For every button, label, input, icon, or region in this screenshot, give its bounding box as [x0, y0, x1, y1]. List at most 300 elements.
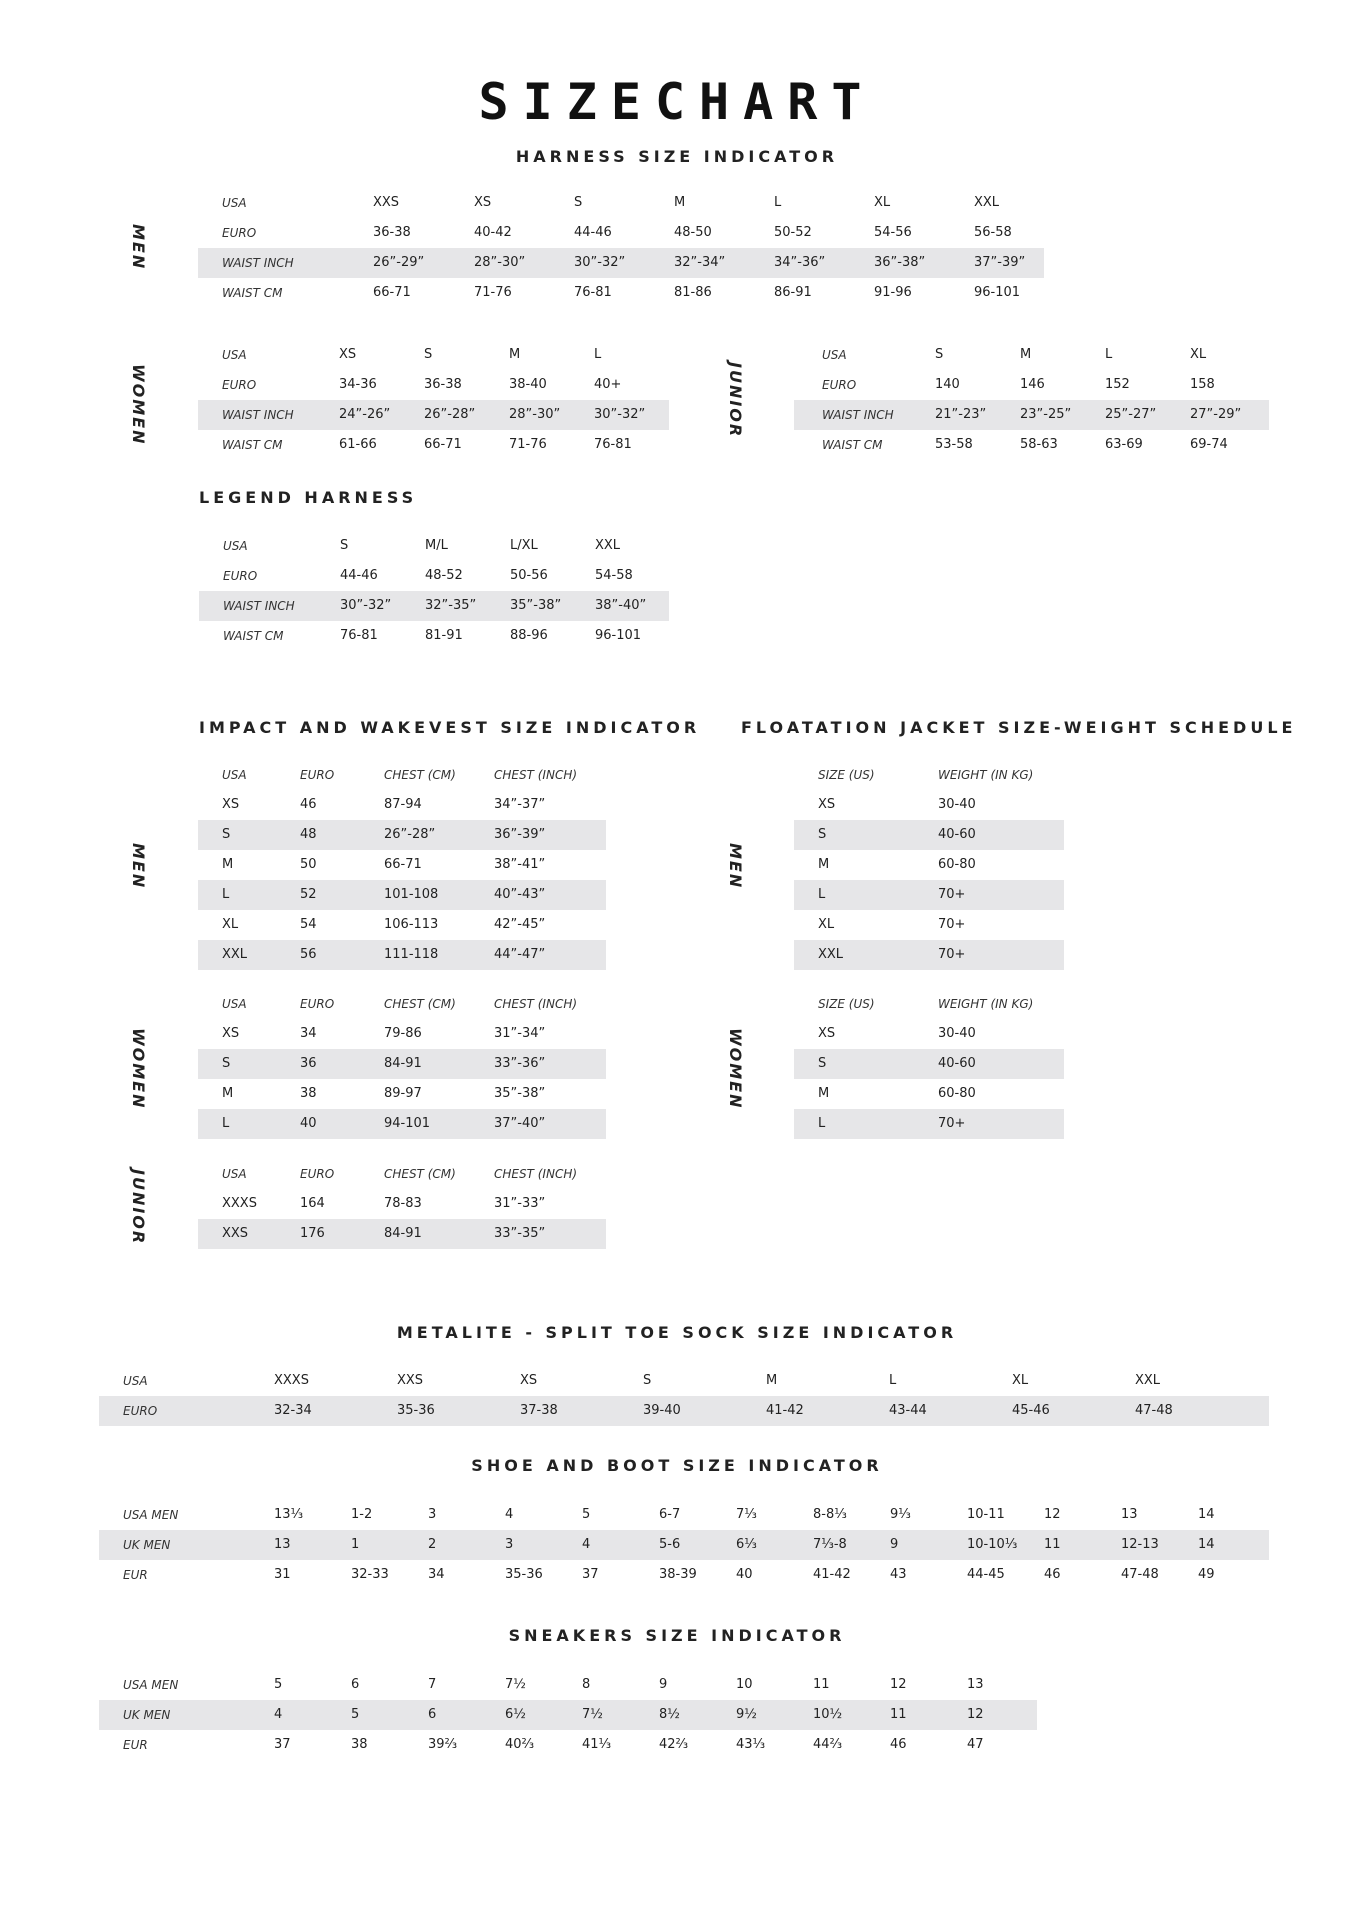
row-label: USA: [223, 539, 248, 553]
table-cell: XS: [818, 797, 836, 812]
table-cell: 33”-35”: [494, 1226, 546, 1241]
table-cell: 56: [300, 947, 317, 962]
table-cell: 176: [300, 1226, 325, 1241]
table-cell: S: [424, 347, 433, 362]
table-cell: SIZE (US): [818, 768, 875, 782]
impact-junior-table: [198, 1159, 606, 1249]
table-cell: 4: [274, 1707, 283, 1722]
table-cell: 30”-32”: [574, 255, 626, 270]
row-label: EURO: [822, 378, 857, 392]
table-row: [99, 1530, 1269, 1560]
table-cell: 35”-38”: [494, 1086, 546, 1101]
table-cell: XL: [1012, 1373, 1029, 1388]
table-cell: 30-40: [938, 1026, 976, 1041]
table-cell: 12-13: [1121, 1537, 1159, 1552]
table-cell: 25”-27”: [1105, 407, 1157, 422]
table-cell: 84-91: [384, 1226, 422, 1241]
table-cell: 34: [300, 1026, 317, 1041]
table-cell: 46: [890, 1737, 907, 1752]
table-cell: 53-58: [935, 437, 973, 452]
table-cell: 26”-29”: [373, 255, 425, 270]
table-cell: 7⅓: [736, 1507, 757, 1522]
table-cell: 58-63: [1020, 437, 1058, 452]
table-cell: 14: [1198, 1537, 1215, 1552]
table-row: [198, 850, 606, 880]
table-cell: 47-48: [1135, 1403, 1173, 1418]
row-label: USA: [222, 348, 247, 362]
table-cell: XS: [818, 1026, 836, 1041]
table-cell: 60-80: [938, 1086, 976, 1101]
table-cell: L: [889, 1373, 897, 1388]
table-cell: 38”-41”: [494, 857, 546, 872]
table-cell: 47: [967, 1737, 984, 1752]
table-cell: 5: [351, 1707, 360, 1722]
table-row: [794, 370, 1269, 400]
harness-men-side-label: MEN: [129, 224, 148, 271]
table-row: [99, 1560, 1269, 1590]
table-cell: 54-56: [874, 225, 912, 240]
table-cell: 164: [300, 1196, 325, 1211]
table-cell: XS: [222, 797, 240, 812]
harness-junior-table: [794, 340, 1269, 460]
harness-women-table: [198, 340, 669, 460]
table-cell: 27”-29”: [1190, 407, 1242, 422]
table-row: [99, 1396, 1269, 1426]
table-row: [99, 1700, 1037, 1730]
table-cell: 50: [300, 857, 317, 872]
table-cell: 12: [1044, 1507, 1061, 1522]
table-cell: 9: [659, 1677, 668, 1692]
table-cell: XL: [222, 917, 239, 932]
table-cell: 32-33: [351, 1567, 389, 1582]
row-label: EURO: [223, 569, 258, 583]
table-cell: 42”-45”: [494, 917, 546, 932]
table-cell: 41-42: [813, 1567, 851, 1582]
table-row: [99, 1730, 1037, 1760]
table-cell: 10½: [813, 1707, 843, 1722]
table-cell: 40: [300, 1116, 317, 1131]
table-cell: 36: [300, 1056, 317, 1071]
impact-women-side-label: WOMEN: [129, 1028, 148, 1110]
harness-heading: HARNESS SIZE INDICATOR: [515, 147, 839, 166]
floatation-men-side-label: MEN: [726, 843, 745, 890]
table-cell: 6½: [505, 1707, 526, 1722]
table-cell: S: [340, 538, 349, 553]
table-cell: 14: [1198, 1507, 1215, 1522]
row-label: WAIST INCH: [222, 408, 294, 422]
floatation-women-side-label: WOMEN: [726, 1028, 745, 1110]
table-cell: XXL: [974, 195, 1000, 210]
table-cell: 24”-26”: [339, 407, 391, 422]
row-label: EURO: [222, 378, 257, 392]
table-cell: WEIGHT (IN KG): [938, 997, 1034, 1011]
table-cell: 28”-30”: [474, 255, 526, 270]
harness-men-table: [198, 188, 1044, 308]
table-row: [198, 1049, 606, 1079]
table-cell: CHEST (CM): [384, 768, 456, 782]
table-cell: 48-50: [674, 225, 712, 240]
table-row: [199, 531, 669, 561]
table-row: [198, 910, 606, 940]
table-cell: 13: [274, 1537, 291, 1552]
table-cell: XXXS: [274, 1373, 309, 1388]
table-cell: CHEST (CM): [384, 997, 456, 1011]
row-label: WAIST INCH: [223, 599, 295, 613]
table-cell: 37”-40”: [494, 1116, 546, 1131]
table-cell: 69-74: [1190, 437, 1228, 452]
table-cell: 146: [1020, 377, 1045, 392]
row-label: WAIST CM: [223, 629, 284, 643]
table-cell: XXS: [373, 195, 400, 210]
table-cell: 79-86: [384, 1026, 422, 1041]
table-cell: 40⅔: [505, 1737, 535, 1752]
table-cell: 43-44: [889, 1403, 927, 1418]
table-cell: 1-2: [351, 1507, 373, 1522]
page-title: SIZECHART: [478, 73, 876, 131]
table-cell: 44”-47”: [494, 947, 546, 962]
table-cell: 76-81: [574, 285, 612, 300]
table-cell: L: [1105, 347, 1113, 362]
table-cell: 50-52: [774, 225, 812, 240]
table-cell: L: [222, 887, 230, 902]
table-cell: M: [818, 1086, 830, 1101]
table-cell: 5: [582, 1507, 591, 1522]
table-row: [794, 1109, 1064, 1139]
row-label: WAIST CM: [222, 438, 283, 452]
table-cell: XS: [339, 347, 357, 362]
table-row: [794, 790, 1064, 820]
table-cell: 35-36: [397, 1403, 435, 1418]
table-cell: 39-40: [643, 1403, 681, 1418]
table-cell: 56-58: [974, 225, 1012, 240]
table-row: [794, 940, 1064, 970]
table-cell: 6: [428, 1707, 437, 1722]
table-cell: 35-36: [505, 1567, 543, 1582]
table-cell: 9: [890, 1537, 899, 1552]
table-row: [198, 188, 1044, 218]
table-header-row: [794, 760, 1064, 790]
table-cell: M: [509, 347, 521, 362]
table-cell: 40+: [594, 377, 622, 392]
impact-men-side-label: MEN: [129, 843, 148, 890]
sneakers-table: [99, 1670, 1037, 1760]
table-cell: 66-71: [424, 437, 462, 452]
table-cell: 3: [428, 1507, 437, 1522]
table-cell: 21”-23”: [935, 407, 987, 422]
table-cell: S: [818, 827, 827, 842]
table-cell: 9⅓: [890, 1507, 911, 1522]
table-row: [198, 1019, 606, 1049]
row-label: UK MEN: [123, 1708, 171, 1722]
row-label: EUR: [123, 1568, 148, 1582]
impact-men-table: [198, 760, 606, 970]
row-label: USA MEN: [123, 1508, 179, 1522]
table-row: [198, 1109, 606, 1139]
table-cell: 36”-38”: [874, 255, 926, 270]
table-row: [794, 430, 1269, 460]
table-cell: M: [766, 1373, 778, 1388]
table-cell: 88-96: [510, 628, 548, 643]
table-cell: CHEST (INCH): [494, 997, 578, 1011]
row-label: USA: [222, 196, 247, 210]
table-cell: XS: [222, 1026, 240, 1041]
table-cell: 94-101: [384, 1116, 431, 1131]
table-cell: 12: [890, 1677, 907, 1692]
table-cell: WEIGHT (IN KG): [938, 768, 1034, 782]
table-cell: EURO: [300, 1167, 335, 1181]
table-cell: SIZE (US): [818, 997, 875, 1011]
table-header-row: [794, 989, 1064, 1019]
table-row: [198, 370, 669, 400]
table-cell: S: [643, 1373, 652, 1388]
table-cell: XXL: [1135, 1373, 1161, 1388]
table-cell: 26”-28”: [384, 827, 436, 842]
table-cell: CHEST (INCH): [494, 768, 578, 782]
table-cell: 8-8⅓: [813, 1507, 847, 1522]
table-cell: 43⅓: [736, 1737, 766, 1752]
table-cell: 87-94: [384, 797, 422, 812]
table-cell: USA: [222, 768, 247, 782]
table-cell: 11: [890, 1707, 907, 1722]
table-cell: 89-97: [384, 1086, 422, 1101]
table-cell: 34: [428, 1567, 445, 1582]
table-row: [198, 880, 606, 910]
table-cell: 11: [1044, 1537, 1061, 1552]
table-row: [99, 1366, 1269, 1396]
table-cell: CHEST (INCH): [494, 1167, 578, 1181]
table-cell: 41⅓: [582, 1737, 612, 1752]
table-cell: 39⅔: [428, 1737, 458, 1752]
table-cell: 34-36: [339, 377, 377, 392]
table-row: [198, 1079, 606, 1109]
table-cell: M/L: [425, 538, 448, 553]
row-label: WAIST INCH: [222, 256, 294, 270]
impact-women-table: [198, 989, 606, 1139]
table-cell: XL: [1190, 347, 1207, 362]
table-cell: 5: [274, 1677, 283, 1692]
table-cell: 46: [300, 797, 317, 812]
table-cell: S: [222, 827, 231, 842]
harness-junior-side-label: JUNIOR: [726, 362, 745, 439]
table-cell: 8: [582, 1677, 591, 1692]
table-cell: 3: [505, 1537, 514, 1552]
table-cell: EURO: [300, 997, 335, 1011]
table-row: [198, 400, 669, 430]
table-cell: 54-58: [595, 568, 633, 583]
table-cell: 7½: [505, 1677, 526, 1692]
table-cell: 152: [1105, 377, 1130, 392]
table-row: [198, 430, 669, 460]
table-row: [198, 1189, 606, 1219]
table-cell: 86-91: [774, 285, 812, 300]
table-cell: 76-81: [340, 628, 378, 643]
table-cell: 34”-36”: [774, 255, 826, 270]
table-cell: 6: [351, 1677, 360, 1692]
table-cell: 13⅓: [274, 1507, 304, 1522]
sneakers-heading: SNEAKERS SIZE INDICATOR: [508, 1626, 846, 1645]
table-cell: 48-52: [425, 568, 463, 583]
table-row: [794, 880, 1064, 910]
table-cell: M: [222, 1086, 234, 1101]
table-cell: 13: [1121, 1507, 1138, 1522]
harness-women-side-label: WOMEN: [129, 364, 148, 446]
table-cell: 30-40: [938, 797, 976, 812]
table-cell: XXXS: [222, 1196, 257, 1211]
table-cell: 36”-39”: [494, 827, 546, 842]
table-cell: 44⅔: [813, 1737, 843, 1752]
table-cell: 38-40: [509, 377, 547, 392]
table-row: [794, 1019, 1064, 1049]
table-cell: 81-86: [674, 285, 712, 300]
table-cell: 41-42: [766, 1403, 804, 1418]
table-cell: XXS: [397, 1373, 424, 1388]
table-cell: 70+: [938, 947, 966, 962]
table-row: [198, 940, 606, 970]
row-label: EURO: [222, 226, 257, 240]
table-cell: S: [222, 1056, 231, 1071]
table-row: [198, 340, 669, 370]
table-cell: S: [574, 195, 583, 210]
table-cell: 111-118: [384, 947, 439, 962]
table-cell: 35”-38”: [510, 598, 562, 613]
table-cell: 71-76: [509, 437, 547, 452]
table-row: [199, 591, 669, 621]
table-cell: 60-80: [938, 857, 976, 872]
table-cell: 76-81: [594, 437, 632, 452]
table-cell: 40”-43”: [494, 887, 546, 902]
row-label: WAIST CM: [822, 438, 883, 452]
table-row: [794, 1079, 1064, 1109]
row-label: UK MEN: [123, 1538, 171, 1552]
table-cell: 11: [813, 1677, 830, 1692]
row-label: WAIST INCH: [822, 408, 894, 422]
table-cell: USA: [222, 997, 247, 1011]
floatation-women-table: [794, 989, 1064, 1139]
table-row: [794, 820, 1064, 850]
row-label: USA MEN: [123, 1678, 179, 1692]
table-cell: 7⅓-8: [813, 1537, 847, 1552]
table-cell: 30”-32”: [594, 407, 646, 422]
table-cell: 71-76: [474, 285, 512, 300]
table-cell: 6⅓: [736, 1537, 757, 1552]
table-cell: 91-96: [874, 285, 912, 300]
row-label: EUR: [123, 1738, 148, 1752]
table-cell: L: [818, 887, 826, 902]
row-label: EURO: [123, 1404, 158, 1418]
table-cell: S: [818, 1056, 827, 1071]
table-cell: 48: [300, 827, 317, 842]
table-row: [198, 790, 606, 820]
table-cell: 26”-28”: [424, 407, 476, 422]
table-cell: 4: [582, 1537, 591, 1552]
table-cell: 44-45: [967, 1567, 1005, 1582]
table-row: [198, 248, 1044, 278]
table-cell: 40-42: [474, 225, 512, 240]
table-cell: 43: [890, 1567, 907, 1582]
table-cell: 37-38: [520, 1403, 558, 1418]
table-cell: 140: [935, 377, 960, 392]
table-cell: 34”-37”: [494, 797, 546, 812]
table-cell: 40-60: [938, 1056, 976, 1071]
table-cell: 31”-34”: [494, 1026, 546, 1041]
table-cell: 106-113: [384, 917, 439, 932]
table-cell: 10-10⅓: [967, 1537, 1018, 1552]
table-cell: 5-6: [659, 1537, 681, 1552]
impact-junior-side-label: JUNIOR: [129, 1169, 148, 1246]
shoe-heading: SHOE AND BOOT SIZE INDICATOR: [471, 1456, 883, 1475]
table-cell: 28”-30”: [509, 407, 561, 422]
table-cell: 96-101: [974, 285, 1021, 300]
table-cell: 10: [736, 1677, 753, 1692]
table-cell: 78-83: [384, 1196, 422, 1211]
legend-heading: LEGEND HARNESS: [199, 488, 418, 507]
table-row: [198, 218, 1044, 248]
table-cell: 32”-35”: [425, 598, 477, 613]
table-cell: S: [935, 347, 944, 362]
table-cell: 45-46: [1012, 1403, 1050, 1418]
table-cell: 4: [505, 1507, 514, 1522]
table-cell: 37: [274, 1737, 291, 1752]
table-cell: 31: [274, 1567, 291, 1582]
row-label: USA: [822, 348, 847, 362]
table-cell: 38-39: [659, 1567, 697, 1582]
table-row: [199, 561, 669, 591]
table-cell: 32”-34”: [674, 255, 726, 270]
table-cell: 2: [428, 1537, 437, 1552]
table-row: [199, 621, 669, 651]
table-cell: 70+: [938, 887, 966, 902]
table-cell: 61-66: [339, 437, 377, 452]
table-cell: 70+: [938, 1116, 966, 1131]
table-cell: 12: [967, 1707, 984, 1722]
table-cell: 66-71: [373, 285, 411, 300]
table-cell: M: [818, 857, 830, 872]
table-cell: XXL: [818, 947, 844, 962]
table-cell: EURO: [300, 768, 335, 782]
table-cell: XXL: [222, 947, 248, 962]
table-cell: XS: [520, 1373, 538, 1388]
table-row: [99, 1670, 1037, 1700]
table-cell: 44-46: [340, 568, 378, 583]
row-label: WAIST CM: [222, 286, 283, 300]
table-cell: 36-38: [373, 225, 411, 240]
table-cell: XL: [818, 917, 835, 932]
table-cell: 10-11: [967, 1507, 1005, 1522]
table-cell: XXS: [222, 1226, 249, 1241]
table-cell: 54: [300, 917, 317, 932]
table-header-row: [198, 760, 606, 790]
table-cell: USA: [222, 1167, 247, 1181]
table-cell: XS: [474, 195, 492, 210]
table-cell: 101-108: [384, 887, 439, 902]
table-row: [794, 340, 1269, 370]
table-cell: M: [674, 195, 686, 210]
table-cell: M: [222, 857, 234, 872]
table-cell: L: [818, 1116, 826, 1131]
table-header-row: [198, 1159, 606, 1189]
table-cell: 9½: [736, 1707, 757, 1722]
metalite-heading: METALITE - SPLIT TOE SOCK SIZE INDICATOR: [396, 1323, 958, 1342]
table-cell: 38”-40”: [595, 598, 647, 613]
table-cell: 44-46: [574, 225, 612, 240]
table-cell: 52: [300, 887, 317, 902]
table-cell: 13: [967, 1677, 984, 1692]
table-cell: 8½: [659, 1707, 680, 1722]
table-cell: M: [1020, 347, 1032, 362]
legend-table: [199, 531, 669, 651]
table-cell: 84-91: [384, 1056, 422, 1071]
table-row: [198, 820, 606, 850]
